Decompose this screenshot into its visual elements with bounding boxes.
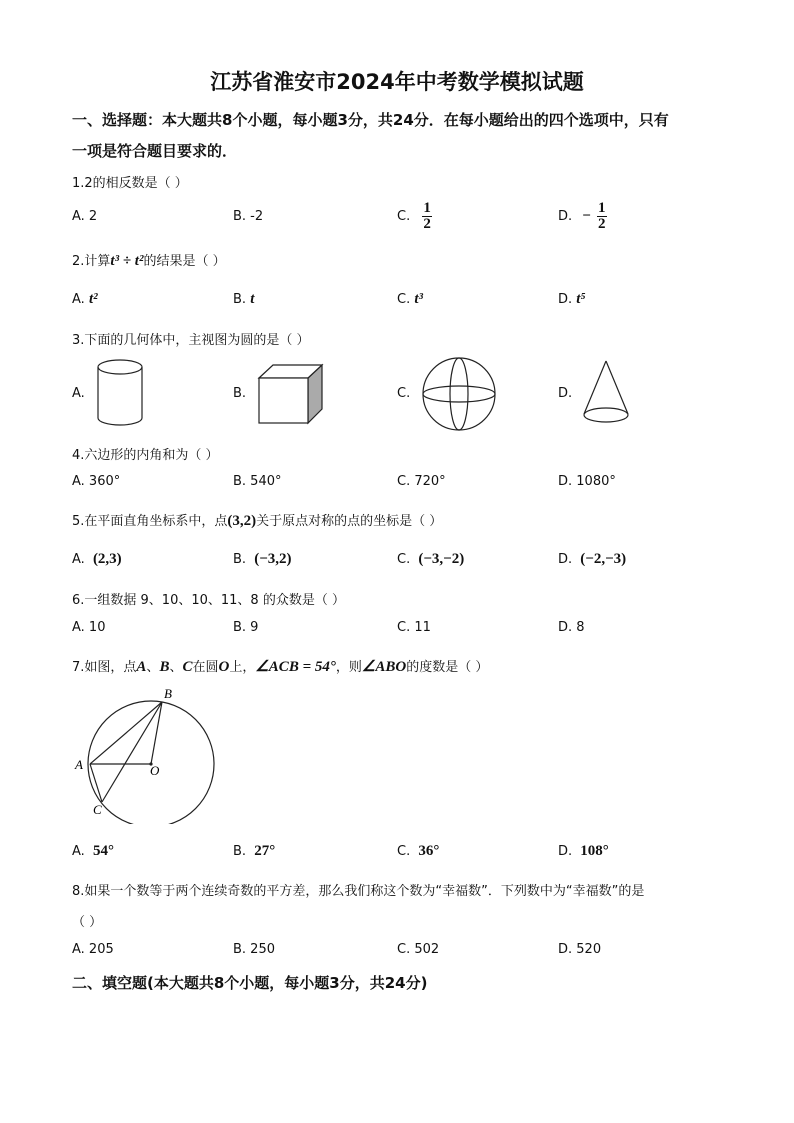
question-4-stem: 4.六边形的内角和为（ ） [72, 448, 219, 463]
stem-mid: 在圆 [192, 660, 219, 675]
q3-option-b-label[interactable]: B. [233, 386, 247, 401]
q4-option-b[interactable]: B. 540° [233, 474, 282, 489]
stem-suffix: 的结果是（ ） [143, 254, 226, 269]
segment-ac [90, 764, 102, 802]
circle-geometry-figure [72, 684, 222, 824]
q4-option-c[interactable]: C. 720° [397, 474, 446, 489]
q6-option-d[interactable]: D. 8 [558, 620, 585, 635]
q8-option-d[interactable]: D. 520 [558, 942, 602, 957]
option-label: B. [233, 552, 247, 567]
option-label: C. [397, 292, 411, 307]
label-a: A [75, 757, 83, 772]
option-label: D. [558, 292, 573, 307]
q7-option-d[interactable] [558, 843, 609, 860]
option-math: t³ [414, 291, 424, 307]
q1-option-c-label: C. [397, 209, 411, 224]
q3-option-c-label[interactable]: C. [397, 386, 411, 401]
q6-option-a[interactable]: A. 10 [72, 620, 106, 635]
fraction-denominator: 2 [423, 216, 431, 232]
option-label: A. [72, 292, 85, 307]
q8-option-c[interactable]: C. 502 [397, 942, 440, 957]
stem-prefix: 2.计算 [72, 254, 111, 269]
cube-figure [256, 362, 328, 426]
stem-suffix: 关于原点对称的点的坐标是（ ） [256, 514, 443, 529]
q8-option-a[interactable]: A. 205 [72, 942, 114, 957]
option-label: A. [72, 552, 85, 567]
q8-option-b[interactable]: B. 250 [233, 942, 275, 957]
label-c: C [93, 802, 102, 817]
question-3-stem: 3.下面的几何体中，主视图为圆的是（ ） [72, 333, 310, 348]
option-math: t⁵ [576, 291, 586, 307]
q5-option-a[interactable] [72, 551, 122, 568]
separator: 、 [146, 660, 160, 675]
q4-option-d[interactable]: D. 1080° [558, 474, 616, 489]
q1-option-d-fraction [597, 201, 607, 232]
point-c: C [182, 659, 193, 675]
option-label: C. [397, 844, 411, 859]
option-math: t [250, 291, 255, 307]
q2-option-d[interactable] [558, 291, 586, 308]
q2-option-c[interactable] [397, 291, 423, 308]
fraction-numerator: 1 [423, 200, 431, 216]
minus-sign: − [582, 208, 591, 224]
q2-option-a[interactable] [72, 291, 98, 308]
segment-ab [90, 702, 162, 764]
q6-option-b[interactable]: B. 9 [233, 620, 259, 635]
option-math: 27° [254, 843, 276, 859]
fraction-denominator: 2 [598, 216, 606, 232]
q1-option-b[interactable]: B. -2 [233, 209, 264, 224]
option-math: t² [88, 291, 98, 307]
label-o: O [150, 763, 160, 778]
q4-option-a[interactable]: A. 360° [72, 474, 121, 489]
option-math: (−3,2) [254, 551, 292, 567]
question-8-stem-line1: 8.如果一个数等于两个连续奇数的平方差，那么我们称这个数为“幸福数”．下列数中为“幸福数”的是 [72, 884, 645, 899]
option-math: (−2,−3) [580, 551, 627, 567]
question-7-stem [72, 656, 488, 676]
stem-prefix: 5.在平面直角坐标系中，点 [72, 514, 228, 529]
asked-angle: ∠ABO [361, 659, 407, 675]
option-math: 36° [418, 843, 440, 859]
q6-option-c[interactable]: C. 11 [397, 620, 431, 635]
option-math: (−3,−2) [418, 551, 465, 567]
question-5-stem [72, 510, 442, 530]
option-label: B. [233, 844, 247, 859]
q7-option-a[interactable] [72, 843, 114, 860]
q1-option-a[interactable]: A. 2 [72, 209, 98, 224]
q5-option-d[interactable] [558, 551, 626, 568]
math-expression: t³ ÷ t² [110, 253, 144, 269]
q1-option-d[interactable] [558, 201, 607, 232]
label-b: B [164, 686, 172, 701]
option-math: (2,3) [92, 551, 122, 567]
q1-option-c[interactable] [397, 201, 432, 232]
point-o: O [218, 659, 230, 675]
point-b: B [159, 659, 170, 675]
cone-figure [580, 358, 632, 428]
page-title: 江苏省淮安市2024年中考数学模拟试题 [210, 70, 584, 94]
sphere-figure [420, 356, 498, 432]
point-coordinates: (3,2) [227, 513, 257, 529]
q3-option-a-label[interactable]: A. [72, 386, 85, 401]
option-math: 54° [92, 843, 114, 859]
q7-option-c[interactable] [397, 843, 439, 860]
section-2-heading: 二、填空题(本大题共8个小题，每小题3分，共24分) [72, 974, 428, 992]
q1-option-c-fraction [422, 201, 432, 232]
point-a: A [136, 659, 147, 675]
stem-mid2: 上， [229, 660, 256, 675]
question-2-stem [72, 250, 226, 270]
option-math: 108° [580, 843, 609, 859]
section-heading-line2: 一项是符合题目要求的． [72, 142, 238, 160]
option-label: D. [558, 552, 573, 567]
q5-option-c[interactable] [397, 551, 464, 568]
q5-option-b[interactable] [233, 551, 292, 568]
option-label: B. [233, 292, 247, 307]
cylinder-figure [94, 357, 146, 429]
option-label: C. [397, 552, 411, 567]
stem-mid3: ，则 [335, 660, 362, 675]
fraction-numerator: 1 [598, 200, 606, 216]
stem-prefix: 7.如图，点 [72, 660, 137, 675]
separator: 、 [169, 660, 183, 675]
question-8-stem-line2: （ ） [72, 915, 103, 930]
q7-option-b[interactable] [233, 843, 275, 860]
q1-option-d-label: D. [558, 209, 573, 224]
section-heading-line1: 一、选择题：本大题共8个小题，每小题3分，共24分．在每小题给出的四个选项中，只有 [72, 111, 669, 129]
question-6-stem: 6.一组数据 9、10、10、11、8 的众数是（ ） [72, 593, 345, 608]
given-angle: ∠ACB = 54° [255, 659, 336, 675]
q2-option-b[interactable] [233, 291, 254, 308]
q3-option-d-label[interactable]: D. [558, 386, 573, 401]
option-label: D. [558, 844, 573, 859]
question-1-stem: 1.2的相反数是（ ） [72, 176, 188, 191]
option-label: A. [72, 844, 85, 859]
stem-suffix: 的度数是（ ） [406, 660, 489, 675]
